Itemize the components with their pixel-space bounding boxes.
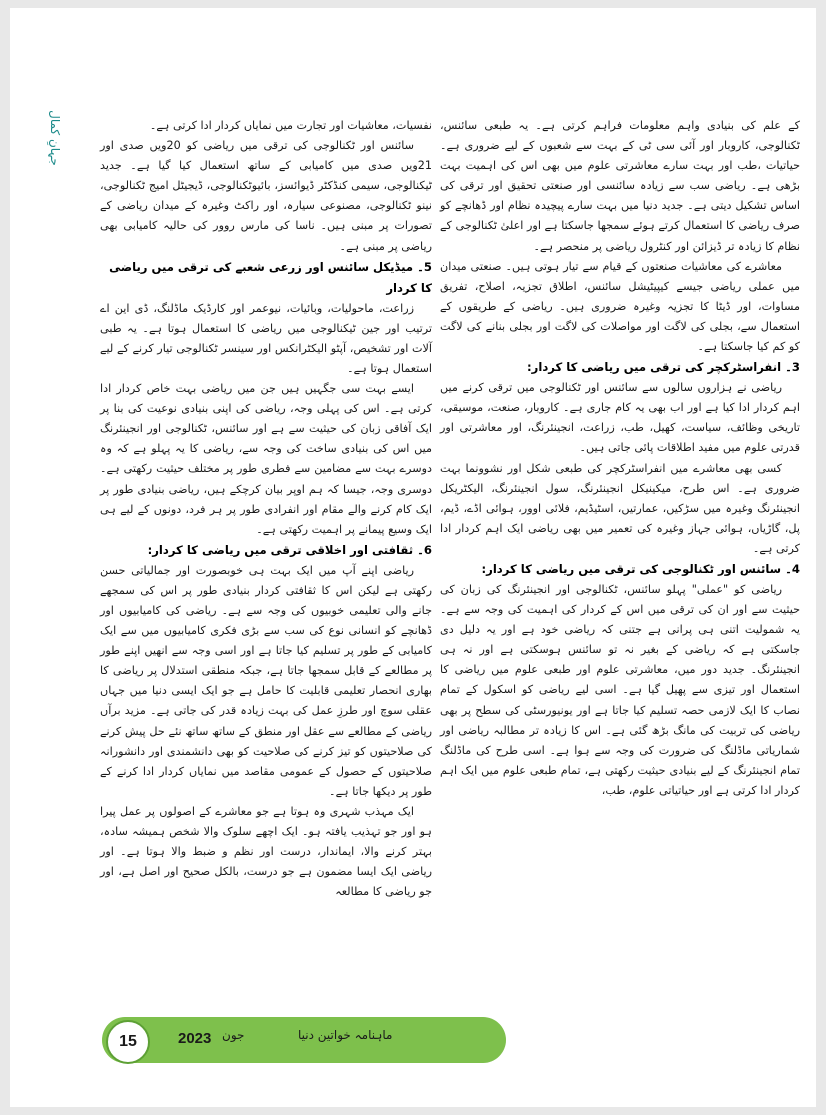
- footer-month: جون: [222, 1028, 245, 1042]
- section-heading: 4۔ سائنس اور ٹکنالوجی کی ترقی میں ریاضی کا کردار:: [481, 561, 800, 576]
- paragraph: ایک مہذب شہری وہ ہوتا ہے جو معاشرے کے اصولوں پر عمل پیرا ہو اور جو تہذیب یافتہ ہو۔ ایک اچھے سلوک والا شخص ہمیشہ سادہ، بہتر کرنے والا، ایماندار، درست اور نظم و ضبط والا ہوتا ہے۔ اور ریاضی ایک ایسا مضمون ہے جو درست، بالکل صحیح اور اصل ہے، اور جو ریاضی کا مطالعہ: [100, 804, 432, 899]
- paragraph: نفسیات، معاشیات اور تجارت میں نمایاں کردار ادا کرتی ہے۔: [149, 119, 432, 132]
- paragraph: ایسے بہت سی جگہیں ہیں جن میں ریاضی بہت خاص کردار ادا کرتی ہے۔ اس کی پہلی وجہ، ریاضی کی اپنی بنیادی نوعیت کی بنا پر ایک آفاقی زبان کی حیثیت سے ہے اور سائنس، ٹکنالوجی اور انجینئرنگ میں اس کی بنیادی ساخت کی وجہ سے، ریاضی کا یہ پہلو ہے کہ وہ دوسرے بہت سے مضامین سے فطری طور پر مختلف حیثیت رکھتی ہے۔ دوسری وجہ، جیسا کہ ہم اوپر بیان کرچکے ہیں، ریاضی بنیادی طور پر ایک کام کرنے والے مقام اور انفرادی طور پر ہر فرد، دونوں کے لیے ہی ایک وسیع پیمانے پر اہمیت رکھتی ہے۔: [100, 382, 432, 536]
- page-number: 15: [106, 1020, 150, 1064]
- section-heading: 6۔ ثقافتی اور اخلاقی ترقی میں ریاضی کا کردار:: [147, 542, 432, 557]
- paragraph: کے علم کی بنیادی واہم معلومات فراہم کرتی ہے۔ یہ طبعی سائنس، ٹکنالوجی، کاروبار اور آئی سی ٹی کے بہت سے شعبوں کے لیے ضروری ہے۔ حیاتیات ،طب اور بہت سارے معاشرتی علوم میں بھی اس کی اہمیت بہت بڑھی ہے۔ ریاضی سب سے زیادہ سائنسی اور صنعتی تحقیق اور ترقی کی اساس تشکیل دیتی ہے۔ جدید دنیا میں بہت سارے پیچیدہ نظام اور ڈھانچے کو صرف ریاضی کا استعمال کرتے ہوئے سمجھا جاسکتا ہے اور اعلیٰ ٹکنالوجی کے نظام کا زیادہ تر ڈیزائن اور کنٹرول ریاضی پر منحصر ہے۔: [440, 119, 800, 253]
- article-column-left: [100, 116, 432, 902]
- page-footer: [10, 1011, 816, 1071]
- paragraph: زراعت، ماحولیات، وبائیات، نیوعمر اور کارڈیک ماڈلنگ، ڈی این اے ترتیب اور جین ٹیکنالوجی میں ریاضی کا استعمال ہوتا ہے۔ یہ طبی آلات اور تشخیص، آپٹو الیکٹرانکس اور سینسر ٹکنالوجی تیار کرنے کے لیے استعمال ہوتا ہے۔: [100, 301, 432, 375]
- paragraph: ریاضی نے ہزاروں سالوں سے سائنس اور ٹکنالوجی میں ترقی کرنے میں اہم کردار ادا کیا ہے اور اب بھی یہ کام جاری ہے۔ کاروبار، صنعت، موسیقی، تاریخی وظائف، سیاست، کھیل، طب، زراعت، انجینئرنگ، اور معاشرتی اور قدرتی علوم میں مفید اطلاقات پائی جاتی ہیں۔: [440, 381, 800, 455]
- magazine-page: [10, 8, 816, 1107]
- footer-year: 2023: [178, 1030, 212, 1047]
- footer-magazine-name: ماہنامہ خواتین دنیا: [298, 1028, 393, 1042]
- section-heading: 3۔ انفراسٹرکچر کی ترقی میں ریاضی کا کردار:: [527, 360, 800, 375]
- paragraph: سائنس اور ٹکنالوجی کی ترقی میں ریاضی کو 20ویں صدی اور 21ویں صدی میں کامیابی کے ساتھ استعمال کیا گیا ہے۔ جدید ٹیکنالوجی، سیمی کنڈکٹر ڈیوائسز، بائیوٹکنالوجی، ڈیجیٹل امیج ٹکنالوجی، نینو ٹکنالوجی، مصنوعی سیارہ، اور راکٹ وغیرہ کے میدان ریاضی کے تصورات پر مبنی ہیں۔ ناسا کی مارس روور کی حالیہ کامیابی بھی ریاضی پر مبنی ہے۔: [100, 139, 432, 253]
- article-column-right: [440, 116, 800, 801]
- section-side-label: جہانِ کمال: [48, 110, 62, 166]
- paragraph: ریاضی اپنے آپ میں ایک بہت ہی خوبصورت اور جمالیاتی حسن رکھتی ہے لیکن اس کا ثقافتی کردار بنیادی طور پر اس کی سمجھے جانے والی تعلیمی خوبیوں کی وجہ سے ہے۔ ریاضی کی کامیابیوں اور ڈھانچے کو انسانی نوع کی سب سے بڑی فکری کامیابیوں میں سے ایک کامیابی کے طور پر تسلیم کیا جاتا ہے اور اسی وجہ سے انھیں اپنے طور پر مطالعے کے قابل سمجھا جاتا ہے، جبکہ منطقی استدلال پر ریاضی کا بھاری انحصار تعلیمی قابلیت کا حامل ہے جو ایک ایسی دنیا میں جہاں عقلی سوچ اور طرزِ عمل کی بہت زیادہ قدر کی جاتی ہے۔ مزید برآں ریاضی کے مطالعے سے عقل اور منطق کے ساتھ ساتھ نئے حل پیش کرنے کی صلاحیتوں کو تیز کرنے کی صلاحیت کو بھی دانشمندی اور دانشورانہ صلاحیتوں کے حصول کے عمومی مقاصد میں نمایاں کردار ادا کرنے کے طور پر دیکھا جاتا ہے۔: [100, 563, 432, 798]
- paragraph: ریاضی کو "عملی" پہلو سائنس، ٹکنالوجی اور انجینئرنگ کی زبان کی حیثیت سے اور ان کی ترقی میں اس کے کردار کی اہمیت کی وجہ سے ہے۔ یہ شمولیت اتنی ہی پرانی ہے جتنی کہ ریاضی خود ہے اور یہ دلیل دی جاسکتی ہے کہ ریاضی کے بغیر نہ تو سائنس ہوسکتی ہے اور نہ ہی انجینئرنگ۔ جدید دور میں، معاشرتی علوم اور طبعی علوم میں ریاضی کا استعمال اور تیزی سے پھیل گیا ہے۔ اسی لیے ریاضی کو اسکول کے تمام نصاب کا ایک لازمی حصہ تسلیم کیا جاتا ہے اور یونیورسٹی کی سطح پر بھی ریاضی کی تربیت کی مانگ بڑھ گئی ہے۔ اس کا زیادہ تر مطالبہ ریاضی اور شماریاتی ماڈلنگ کی ضرورت کی وجہ سے ہوا ہے۔ اسی طرح کی ماڈلنگ تمام انجینئرنگ کے لیے بنیادی حیثیت رکھتی ہے، تمام طبعی علوم میں ایک اہم کردار ادا کرتی ہے اور حیاتیاتی علوم، طب،: [440, 582, 800, 797]
- paragraph: معاشرے کی معاشیات صنعتوں کے قیام سے تیار ہوتی ہیں۔ صنعتی میدان میں عملی ریاضی جیسے کیپیٹیشل سائنس، اطلاق تجزیہ، اصلاح، تفریق مساوات، اور ڈیٹا کا تجزیہ وغیرہ ضروری ہیں۔ ریاضی کے طریقوں کے استعمال سے، بجلی کی لاگت اور مواصلات کی لاگت اور بجلی بنانے کی لاگت کو کم کیا جاسکتا ہے۔: [440, 259, 800, 354]
- paragraph: کسی بھی معاشرے میں انفراسٹرکچر کی طبعی شکل اور نشوونما بہت ضروری ہے۔ اس طرح، میکینیکل انجینئرنگ، سول انجینئرنگ، الیکٹریکل انجینئرنگ وغیرہ میں سڑکیں، عمارتیں، اسٹیڈیم، فلائی اوور، ہوائی اڈے، ڈیم، پل، گاڑیاں، ہوائی جہاز وغیرہ کی تعمیر میں بھی ریاضی ایک اہم کردار ادا کرتی ہے۔: [440, 461, 800, 555]
- section-heading: 5۔ میڈیکل سائنس اور زرعی شعبے کی ترقی میں ریاضی کا کردار: [109, 259, 432, 295]
